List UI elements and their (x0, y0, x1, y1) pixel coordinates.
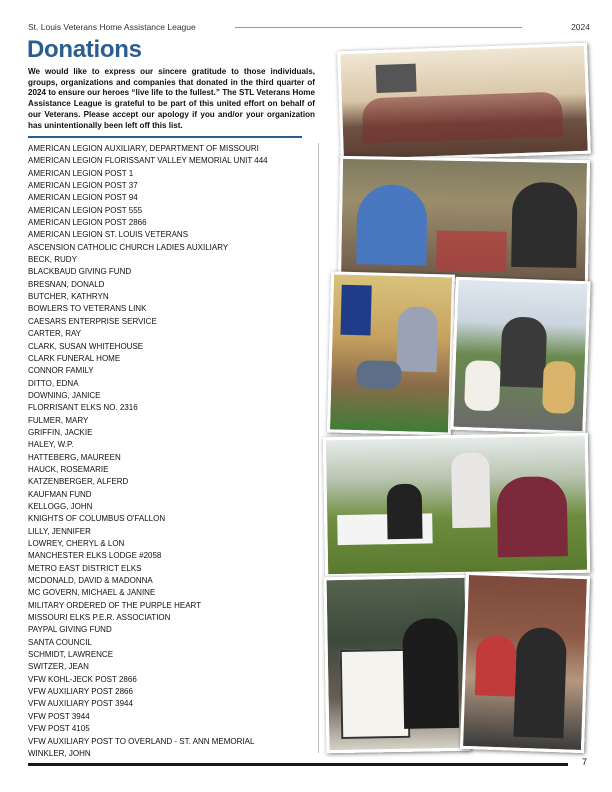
donor-item: AMERICAN LEGION AUXILIARY, DEPARTMENT OF MISSOURI (28, 144, 259, 153)
donor-item: MANCHESTER ELKS LODGE #2058 (28, 551, 162, 561)
donor-item: AMERICAN LEGION ST. LOUIS VETERANS (28, 230, 189, 240)
photo-caricature-artist (323, 575, 470, 753)
donor-item: BUTCHER, KATHRYN (28, 292, 109, 302)
page-title: Donations (27, 36, 142, 63)
donor-item: SWITZER, JEAN (28, 662, 89, 672)
donor-item: VFW KOHL-JECK POST 2866 (28, 674, 137, 684)
photo-group-gathering (337, 43, 591, 163)
donor-item: LILLY, JENNIFER (28, 526, 91, 536)
donor-item: MC GOVERN, MICHAEL & JANINE (28, 588, 156, 598)
donor-item: BECK, RUDY (28, 255, 77, 265)
donor-item: AMERICAN LEGION POST 1 (28, 168, 134, 178)
donor-item: SCHMIDT, LAWRENCE (28, 650, 114, 660)
page-number: 7 (581, 757, 587, 767)
donor-item: FULMER, MARY (28, 415, 89, 425)
photo-outdoor-picnic (323, 433, 590, 578)
donor-item: BLACKBAUD GIVING FUND (28, 267, 132, 277)
donor-item: DITTO, EDNA (28, 378, 79, 388)
donor-item: PAYPAL GIVING FUND (28, 625, 112, 635)
donor-item: KATZENBERGER, ALFERD (28, 477, 129, 487)
donor-item: AMERICAN LEGION POST 94 (28, 193, 138, 203)
column-divider (318, 143, 319, 753)
photo-dog-visit-outdoor (450, 277, 590, 435)
photo-indoor-event (460, 572, 590, 753)
donor-item: CONNOR FAMILY (28, 366, 94, 376)
donor-item: VFW AUXILIARY POST TO OVERLAND - ST. ANN MEMORIAL (28, 736, 255, 746)
donor-item: VFW POST 3944 (28, 711, 90, 721)
donor-item: FLORRISANT ELKS NO. 2316 (28, 403, 138, 413)
donor-item: METRO EAST DISTRICT ELKS (28, 563, 142, 573)
donor-item: KNIGHTS OF COLUMBUS O'FALLON (28, 514, 166, 524)
donor-item: SANTA COUNCIL (28, 637, 92, 647)
donor-item: AMERICAN LEGION POST 555 (28, 205, 143, 215)
header-year: 2024 (571, 22, 590, 32)
intro-divider (28, 136, 302, 138)
donor-item: MISSOURI ELKS P.E.R. ASSOCIATION (28, 613, 171, 623)
donor-item: HATTEBERG, MAUREEN (28, 452, 121, 462)
donor-item: AMERICAN LEGION POST 2866 (28, 218, 147, 228)
header-organization: St. Louis Veterans Home Assistance League (28, 22, 196, 32)
donor-item: CLARK FUNERAL HOME (28, 353, 121, 363)
donor-item: KAUFMAN FUND (28, 489, 92, 499)
donor-item: VFW AUXILIARY POST 2866 (28, 687, 133, 697)
donor-item: BRESNAN, DONALD (28, 279, 105, 289)
photo-dog-visit-indoor (327, 271, 455, 435)
donor-list (28, 143, 318, 760)
donor-item: HALEY, W.P. (28, 440, 74, 450)
intro-paragraph: We would like to express our sincere gratitude to those individuals, groups, organizations and companies that donated in the third quarter of 2024 to ensure our heroes “live life to the fullest.” The STL Veterans Home Assistance League is grateful to be part of this united effort on behalf of our Veterans. Please accept our apology if you and/or your organization has unintentionally been left off this list. (28, 67, 315, 130)
donor-item: AMERICAN LEGION FLORISSANT VALLEY MEMORIAL UNIT 444 (28, 156, 268, 166)
donor-item: ASCENSION CATHOLIC CHURCH LADIES AUXILIARY (28, 242, 229, 252)
donor-item: GRIFFIN, JACKIE (28, 427, 93, 437)
donor-item: AMERICAN LEGION POST 37 (28, 181, 138, 191)
donor-item: BOWLERS TO VETERANS LINK (28, 304, 147, 314)
donor-item: CAESARS ENTERPRISE SERVICE (28, 316, 157, 326)
header-divider (235, 27, 522, 28)
photo-veterans-table (338, 156, 590, 284)
donor-item: HAUCK, ROSEMARIE (28, 464, 109, 474)
donor-item: VFW AUXILIARY POST 3944 (28, 699, 133, 709)
donor-item: DOWNING, JANICE (28, 390, 101, 400)
donor-item: LOWREY, CHERYL & LON (28, 539, 125, 548)
donor-item: VFW POST 4105 (28, 724, 90, 734)
donor-item: MILITARY ORDERED OF THE PURPLE HEART (28, 600, 202, 610)
donor-item: CLARK, SUSAN WHITEHOUSE (28, 341, 144, 351)
donor-item: KELLOGG, JOHN (28, 501, 93, 511)
donor-item: MCDONALD, DAVID & MADONNA (28, 576, 153, 586)
donor-item: WINKLER, JOHN (28, 748, 91, 758)
footer-divider (28, 763, 568, 766)
donor-item: CARTER, RAY (28, 329, 82, 339)
